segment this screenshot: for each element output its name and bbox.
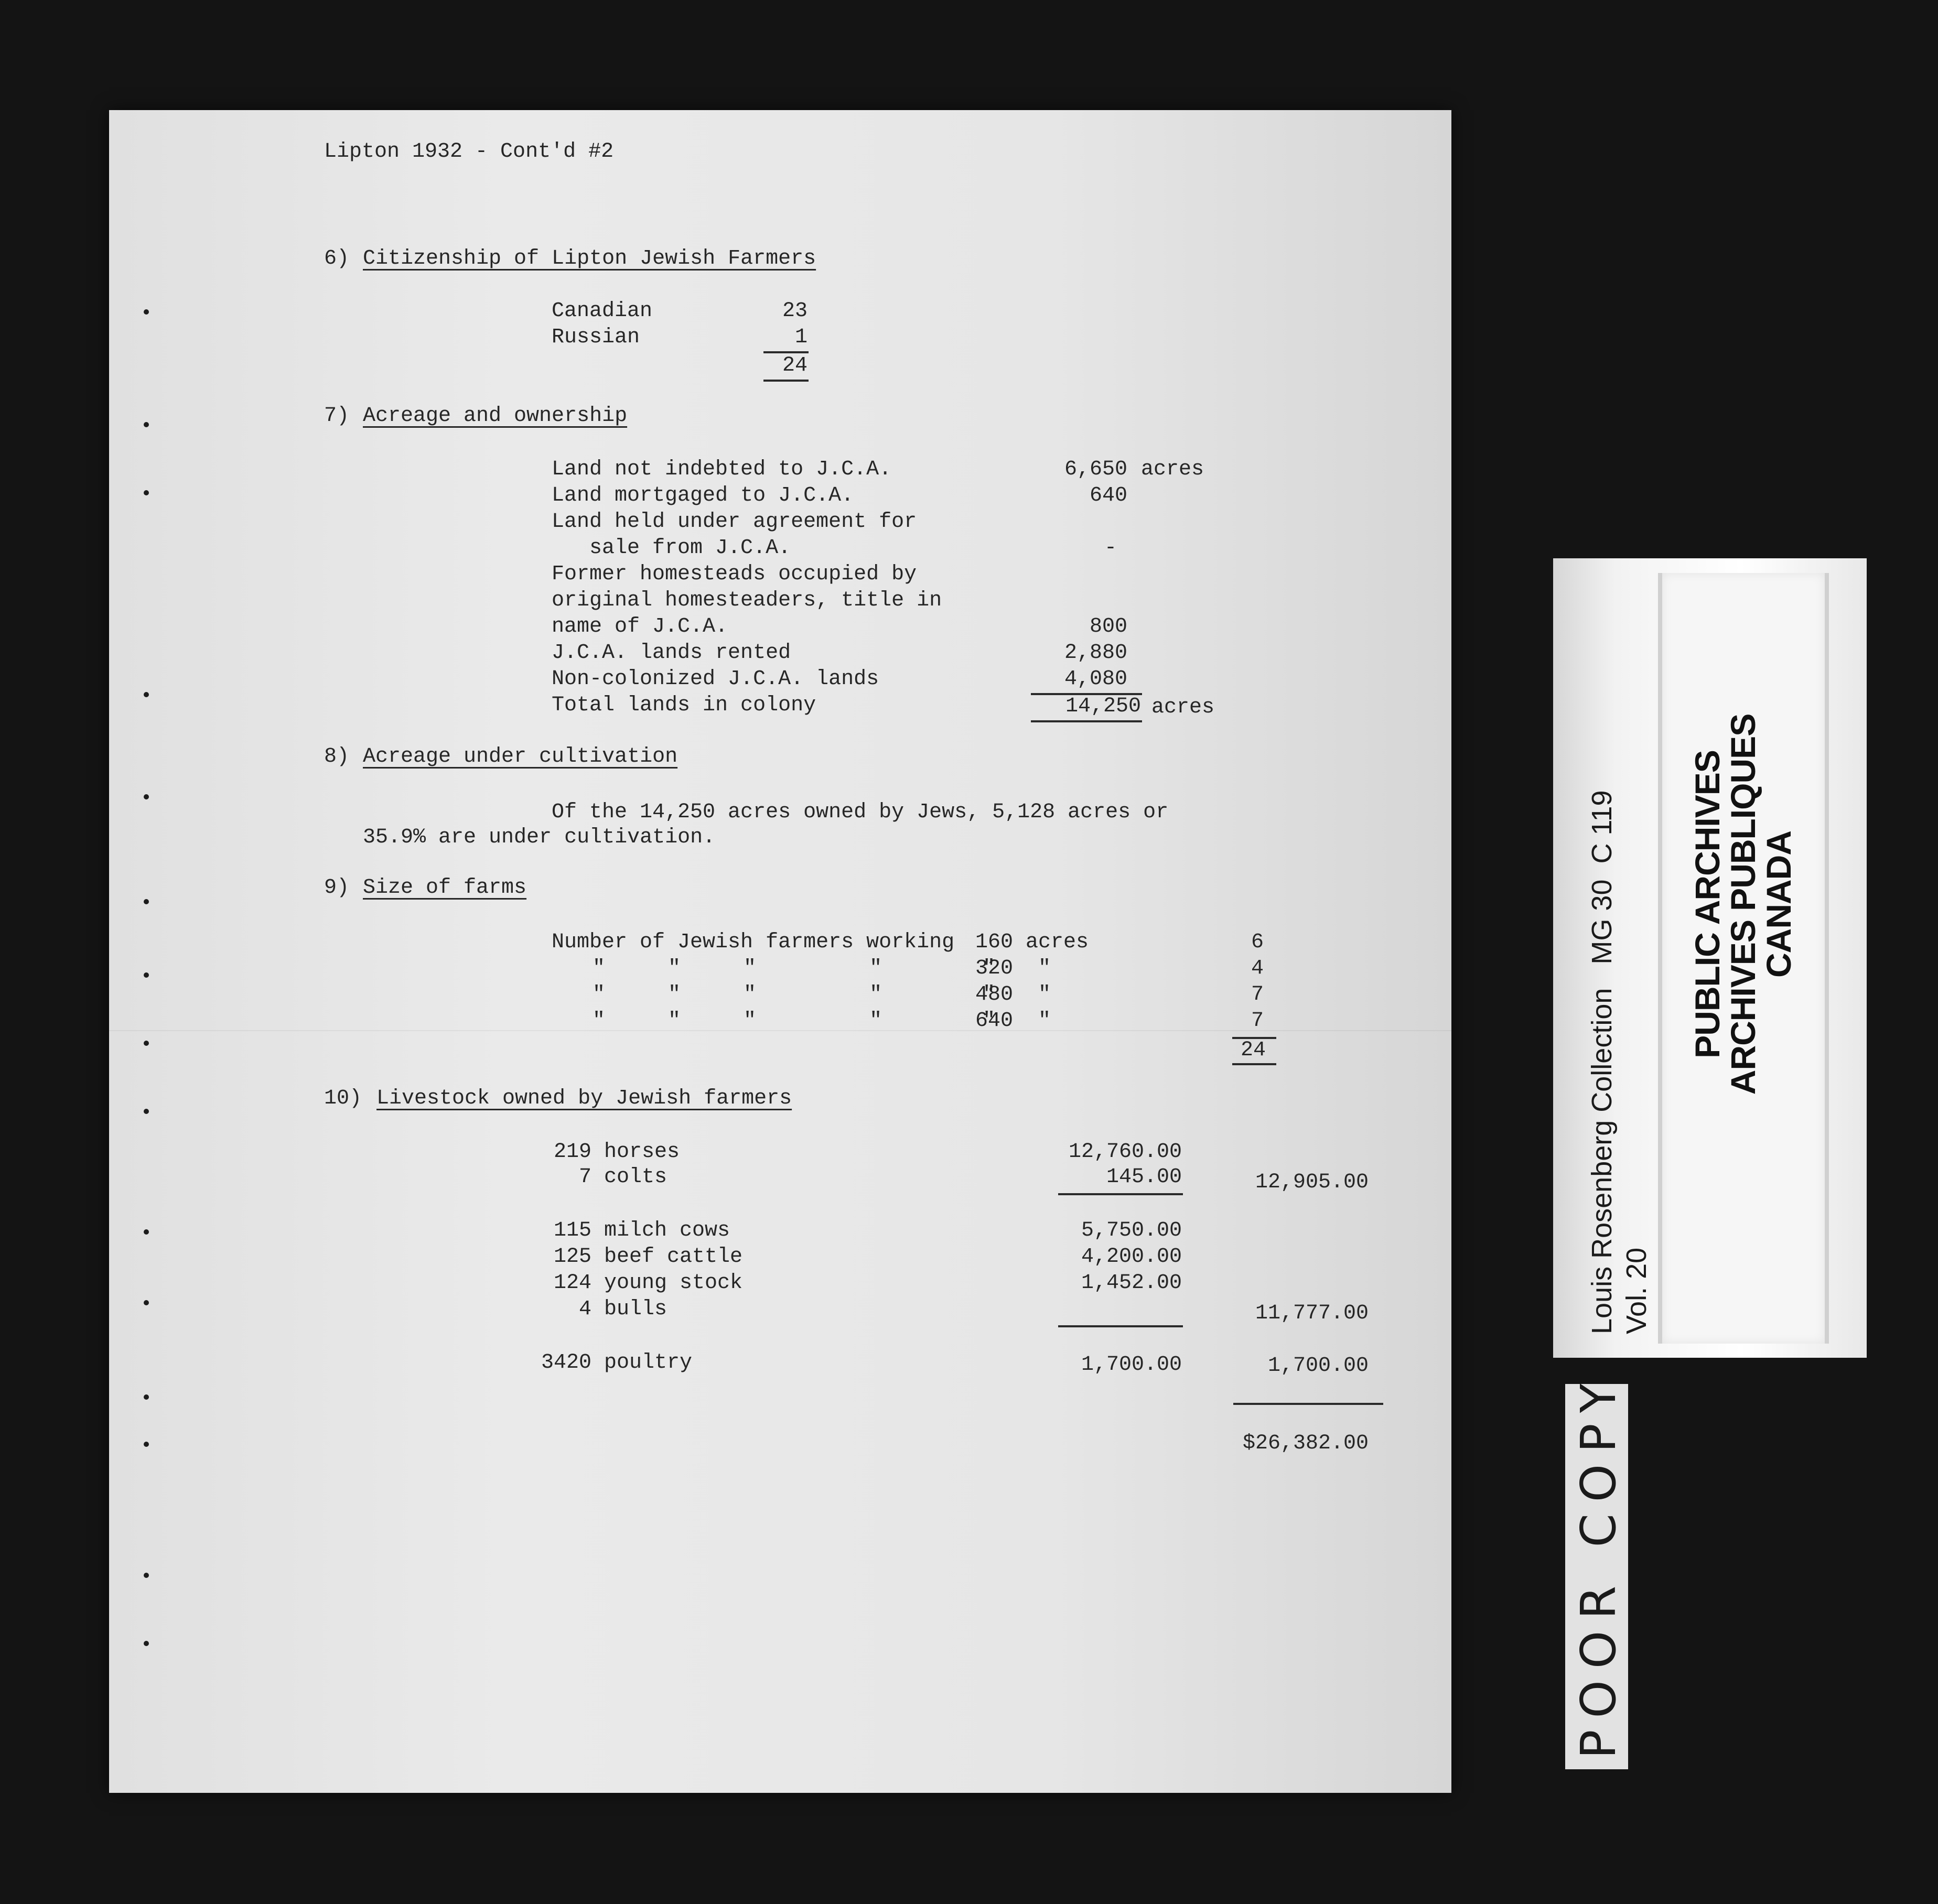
punch-hole	[144, 899, 149, 904]
acreage-line: Total lands in colony	[552, 694, 816, 717]
livestock-value: 5,750.00	[1081, 1219, 1182, 1242]
punch-hole	[144, 422, 149, 427]
poor-copy-text: POOR COPY	[1570, 1372, 1627, 1759]
section-title: Citizenship of Lipton Jewish Farmers	[363, 247, 816, 271]
archive-label	[1553, 558, 1867, 1358]
punch-hole	[144, 794, 149, 799]
livestock-name: beef cattle	[604, 1245, 743, 1269]
acreage-line: sale from J.C.A.	[552, 536, 791, 560]
livestock-subtotal: 11,777.00	[1255, 1302, 1369, 1325]
acreage-value: 800	[1089, 615, 1127, 639]
livestock-name: poultry	[604, 1351, 693, 1375]
acreage-line: J.C.A. lands rented	[552, 641, 791, 665]
section-title: Acreage and ownership	[363, 404, 628, 428]
section-title: Livestock owned by Jewish farmers	[376, 1087, 792, 1110]
livestock-value: 12,760.00	[1068, 1140, 1182, 1164]
livestock-qty: 124	[553, 1271, 591, 1295]
collection-name: Louis Rosenberg Collection	[1586, 988, 1618, 1334]
page-header: Lipton 1932 - Cont'd #2	[324, 140, 614, 164]
acreage-line: Non-colonized J.C.A. lands	[552, 667, 879, 691]
cultivation-text: Of the 14,250 acres owned by Jews, 5,128 acres or	[552, 800, 1169, 824]
acreage-line: Former homesteads occupied by	[552, 562, 917, 586]
punch-hole	[144, 1442, 149, 1447]
section-number: 8)	[324, 745, 350, 769]
acreage-unit: acres	[1141, 458, 1204, 481]
public-archives-stamp	[1689, 537, 1796, 1271]
farm-size-count: 7	[1251, 1009, 1264, 1033]
punch-hole	[144, 1573, 149, 1578]
acreage-total: 14,250	[1065, 695, 1141, 718]
punch-hole	[144, 490, 149, 495]
livestock-name: horses	[604, 1140, 680, 1164]
acreage-value: 4,080	[1064, 667, 1127, 691]
citizenship-total: 24	[782, 354, 808, 377]
acreage-value: 6,650	[1064, 458, 1127, 481]
farm-size-total: 24	[1240, 1038, 1266, 1062]
livestock-name: bulls	[604, 1297, 667, 1321]
livestock-qty: 7	[578, 1165, 591, 1189]
sum-rule	[1232, 1063, 1276, 1065]
farm-size-count: 6	[1251, 931, 1264, 954]
stamp-line: PUBLIC ARCHIVES	[1688, 750, 1727, 1058]
section-number: 10)	[324, 1087, 362, 1110]
punch-hole	[144, 1041, 149, 1046]
farm-size-acres: 320 "	[975, 957, 1051, 980]
livestock-value: 145.00	[1106, 1165, 1182, 1189]
acreage-line: Land not indebted to J.C.A.	[552, 458, 892, 481]
stamp-line: ARCHIVES PUBLIQUES	[1724, 713, 1762, 1095]
livestock-name: milch cows	[604, 1219, 730, 1242]
ditto-marks: " " " " "	[593, 1009, 996, 1033]
livestock-qty: 125	[553, 1245, 591, 1269]
livestock-value: 4,200.00	[1081, 1245, 1182, 1269]
poor-copy-tag	[1565, 1372, 1628, 1769]
livestock-value: 1,452.00	[1081, 1271, 1182, 1295]
livestock-qty: 3420	[541, 1351, 591, 1375]
sum-rule	[1031, 720, 1142, 722]
farm-size-acres: 480 "	[975, 983, 1051, 1007]
acreage-unit: acres	[1151, 696, 1215, 719]
section-title: Acreage under cultivation	[363, 745, 678, 769]
punch-hole	[144, 1229, 149, 1235]
archive-reference-label	[1585, 790, 1654, 1334]
section-number: 9)	[324, 876, 350, 900]
punch-hole	[144, 692, 149, 697]
citizenship-label: Russian	[552, 326, 640, 349]
sum-rule	[1058, 1193, 1183, 1195]
acreage-value: -	[1104, 536, 1117, 560]
citizenship-label: Canadian	[552, 299, 653, 323]
acreage-line: Land mortgaged to J.C.A.	[552, 484, 854, 507]
section-title: Size of farms	[363, 876, 527, 900]
acreage-value: 2,880	[1064, 641, 1127, 665]
ditto-marks: " " " " "	[593, 983, 996, 1007]
punch-hole	[144, 972, 149, 978]
stamp-line: CANADA	[1759, 831, 1798, 978]
sum-rule	[1058, 1325, 1183, 1327]
cultivation-text: 35.9% are under cultivation.	[363, 826, 716, 849]
ditto-marks: " " " " "	[593, 957, 996, 980]
livestock-qty: 115	[553, 1219, 591, 1242]
grand-total: $26,382.00	[1242, 1432, 1369, 1455]
acreage-line: Land held under agreement for	[552, 510, 917, 534]
farm-size-count: 4	[1251, 957, 1264, 980]
citizenship-count: 23	[782, 299, 808, 323]
section-number: 6)	[324, 247, 350, 271]
collection-reference: MG 30 C 119	[1586, 790, 1618, 965]
punch-hole	[144, 309, 149, 315]
acreage-line: name of J.C.A.	[552, 615, 728, 639]
livestock-qty: 4	[578, 1297, 591, 1321]
livestock-value: 1,700.00	[1081, 1353, 1182, 1377]
punch-hole	[144, 1641, 149, 1646]
livestock-subtotal: 12,905.00	[1255, 1171, 1369, 1194]
sum-rule	[1233, 1403, 1383, 1405]
sum-rule	[763, 380, 809, 382]
farm-size-acres: 640 "	[975, 1009, 1051, 1033]
citizenship-count: 1	[794, 326, 808, 349]
livestock-qty: 219	[553, 1140, 591, 1164]
collection-volume: Vol. 20	[1621, 1247, 1652, 1334]
livestock-subtotal: 1,700.00	[1267, 1354, 1369, 1378]
farm-size-acres: 160 acres	[975, 931, 1089, 954]
farm-size-lead: Number of Jewish farmers working	[552, 931, 955, 954]
punch-hole	[144, 1300, 149, 1305]
acreage-value: 640	[1089, 484, 1127, 507]
acreage-line: original homesteaders, title in	[552, 589, 942, 612]
section-number: 7)	[324, 404, 350, 428]
punch-hole	[144, 1109, 149, 1114]
livestock-name: colts	[604, 1165, 667, 1189]
farm-size-count: 7	[1251, 983, 1264, 1007]
livestock-name: young stock	[604, 1271, 743, 1295]
punch-hole	[144, 1394, 149, 1400]
